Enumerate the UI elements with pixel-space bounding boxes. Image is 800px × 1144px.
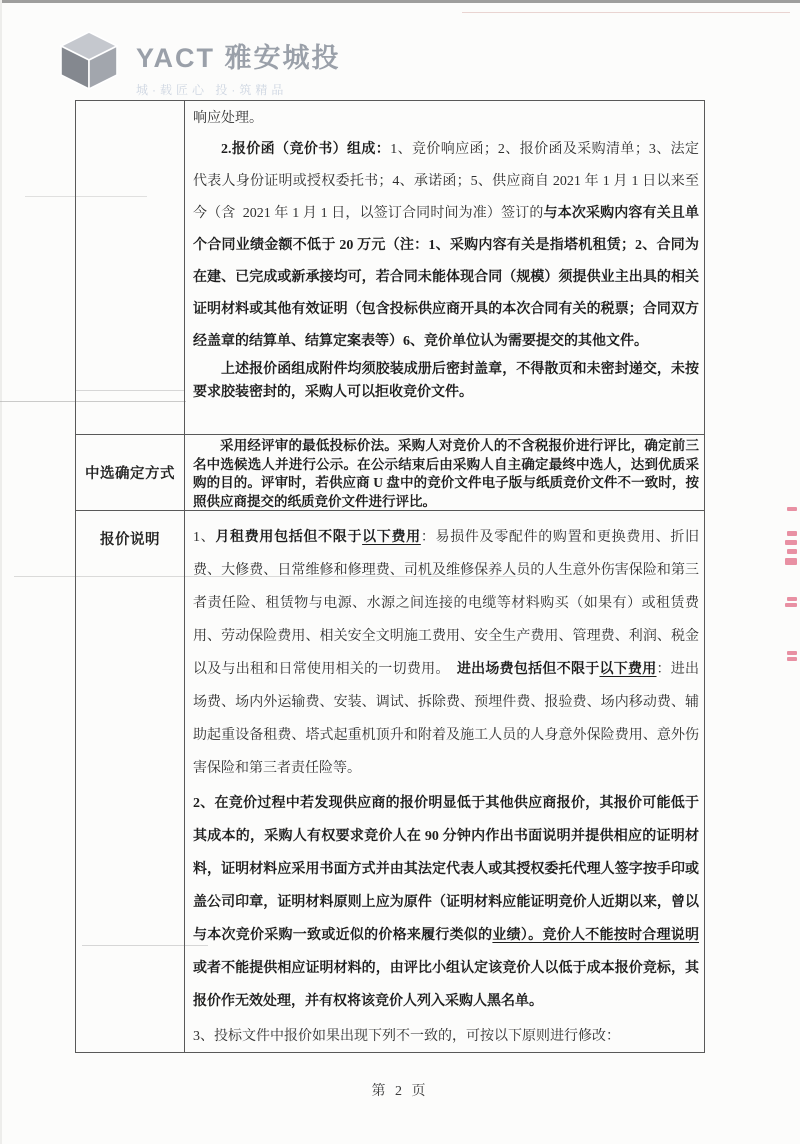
composition-body: 1、竞价响应函；2、报价函及采购清单；3、法定代表人身份证明或授权委托书；4、承诺函；5、供应商自 2021 年 1 月 1 日以来至今（含 2021 年 1 月 1 日，以签订合同时间为准）签订的 [193,142,699,221]
note1-lead1-underlined: 以下费用 [362,530,421,545]
red-edge-mark [785,603,797,607]
scan-artifact-line [462,12,790,13]
note2-body-a: 2、在竞价过程中若发现供应商的报价明显低于其他供应商报价，其报价可能低于其成本的，采购人有权要求竞价人在 90 分钟内作出书面说明并提供相应的证明材料，证明材料应采用书面方式并由其法定代表人或其授权委托代理人签字按手印或盖公司印章，证明材料原则上应为原件（证明材料应能证明竞价人近期以来，曾以与本次竞价采购一致或近似的价格来履行类似的 [193,796,699,943]
page-number: 第 2 页 [371,1084,429,1099]
note1-lead2: 进出场费包括但不限于 [456,662,600,677]
table-row-quotation-notes [76,511,704,1052]
composition-lead: 2.报价函（竞价书）组成： [221,142,391,157]
table-row-selection-method [76,435,704,511]
note2-underline-b: 竞价人不能按时合理说明 [542,928,700,943]
brand-tagline: 城·载匠心 投·筑精品 [136,83,288,97]
paragraph-note-2-low-price [193,787,699,1018]
row-content-quotation-notes [185,511,704,1052]
red-edge-mark [787,549,797,554]
row-content-quotation-composition [185,101,704,434]
note1-lead1: 月租费用包括但不限于 [215,530,363,545]
row-label-selection-method: 中选确定方式 [76,435,185,510]
paragraph-selection-method: 采用经评审的最低投标价法。采购人对竞价人的不含税报价进行评比，确定前三名中选候选人并进行公示。在公示结束后由采购人自主确定最终中选人，达到优质采购的目的。评审时，若供应商 U 盘中的竞价文件电子版与纸质竞价文件不一致时，按照供应商提交的纸质竞价文件进行评比。 [193,438,699,509]
note1-number: 1、 [193,530,216,545]
continuation-text: 响应处理。 [193,111,263,126]
red-edge-mark [787,651,797,655]
brand-block [136,30,341,98]
note1-lead2-underlined: 以下费用 [599,662,657,677]
red-edge-mark [787,597,797,601]
note2-underline-a: 业绩）。 [492,928,543,943]
composition-bold: 与本次采购内容有关且单个合同业绩金额不低于 20 万元（注：1、采购内容有关是指塔机租赁；2、合同为在建、已完成或新承接均可，若合同未能体现合同（规模）须提供业主出具的相关证明材料或其他有效证明（包含投标供应商开具的本次合同有关的税票；合同双方经盖章的结算单、结算定案表等）6、竞价单位认为需要提交的其他文件。 [193,206,700,349]
paragraph-note-3-inconsistency: 3、投标文件中报价如果出现下列不一致的，可按以下原则进行修改： [193,1029,620,1044]
red-edge-mark [787,507,797,511]
table-row-quotation-composition [76,101,704,435]
company-logo [58,30,341,98]
paragraph-continuation [193,104,699,134]
row-content-selection-method [185,435,704,510]
note1-body1: ：易损件及零配件的购置和更换费用、折旧费、大修费、日常维修和修理费、司机及维修保养人员的人生意外伤害保险和第三者责任险、租赁物与电源、水源之间连接的电缆等材料购买（如果有）或租赁费用、劳动保险费用、相关安全文明施工费用、安全生产费用、管理费、利润、税金以及与出租和日常使用相关的一切费用。 [193,530,700,677]
brand-name: YACT 雅安城投 [136,43,341,73]
red-edge-mark [787,531,797,536]
paragraph-quotation-composition [193,134,699,358]
bidding-info-table [75,100,705,1053]
red-edge-mark [785,540,797,545]
row-label-quotation-notes: 报价说明 [76,511,185,1052]
note2-body-b: 或者不能提供相应证明材料的，由评比小组认定该竞价人以低于成本报价竞标，其报价作无效处理，并有权将该竞价人列入采购人黑名单。 [193,961,699,1009]
paragraph-note-1-monthly-rent [193,521,699,785]
red-edge-mark [787,657,797,661]
scan-edge-left [0,0,2,1144]
row-label-empty [76,101,185,434]
cube-logo-icon [58,30,120,90]
scan-edge-top [0,0,800,3]
red-edge-mark [785,558,797,565]
paragraph-binding-requirement: 上述报价函组成附件均须胶装成册后密封盖章，不得散页和未密封递交，未按要求胶装密封的，采购人可以拒收竞价文件。 [193,362,699,400]
note1-body2: ：进出场费、场内外运输费、安装、调试、拆除费、预埋件费、报验费、场内移动费、辅助起重设备租费、塔式起重机顶升和附着及施工人员的人身意外保险费用、意外伤害保险和第三者责任险等。 [193,662,700,776]
